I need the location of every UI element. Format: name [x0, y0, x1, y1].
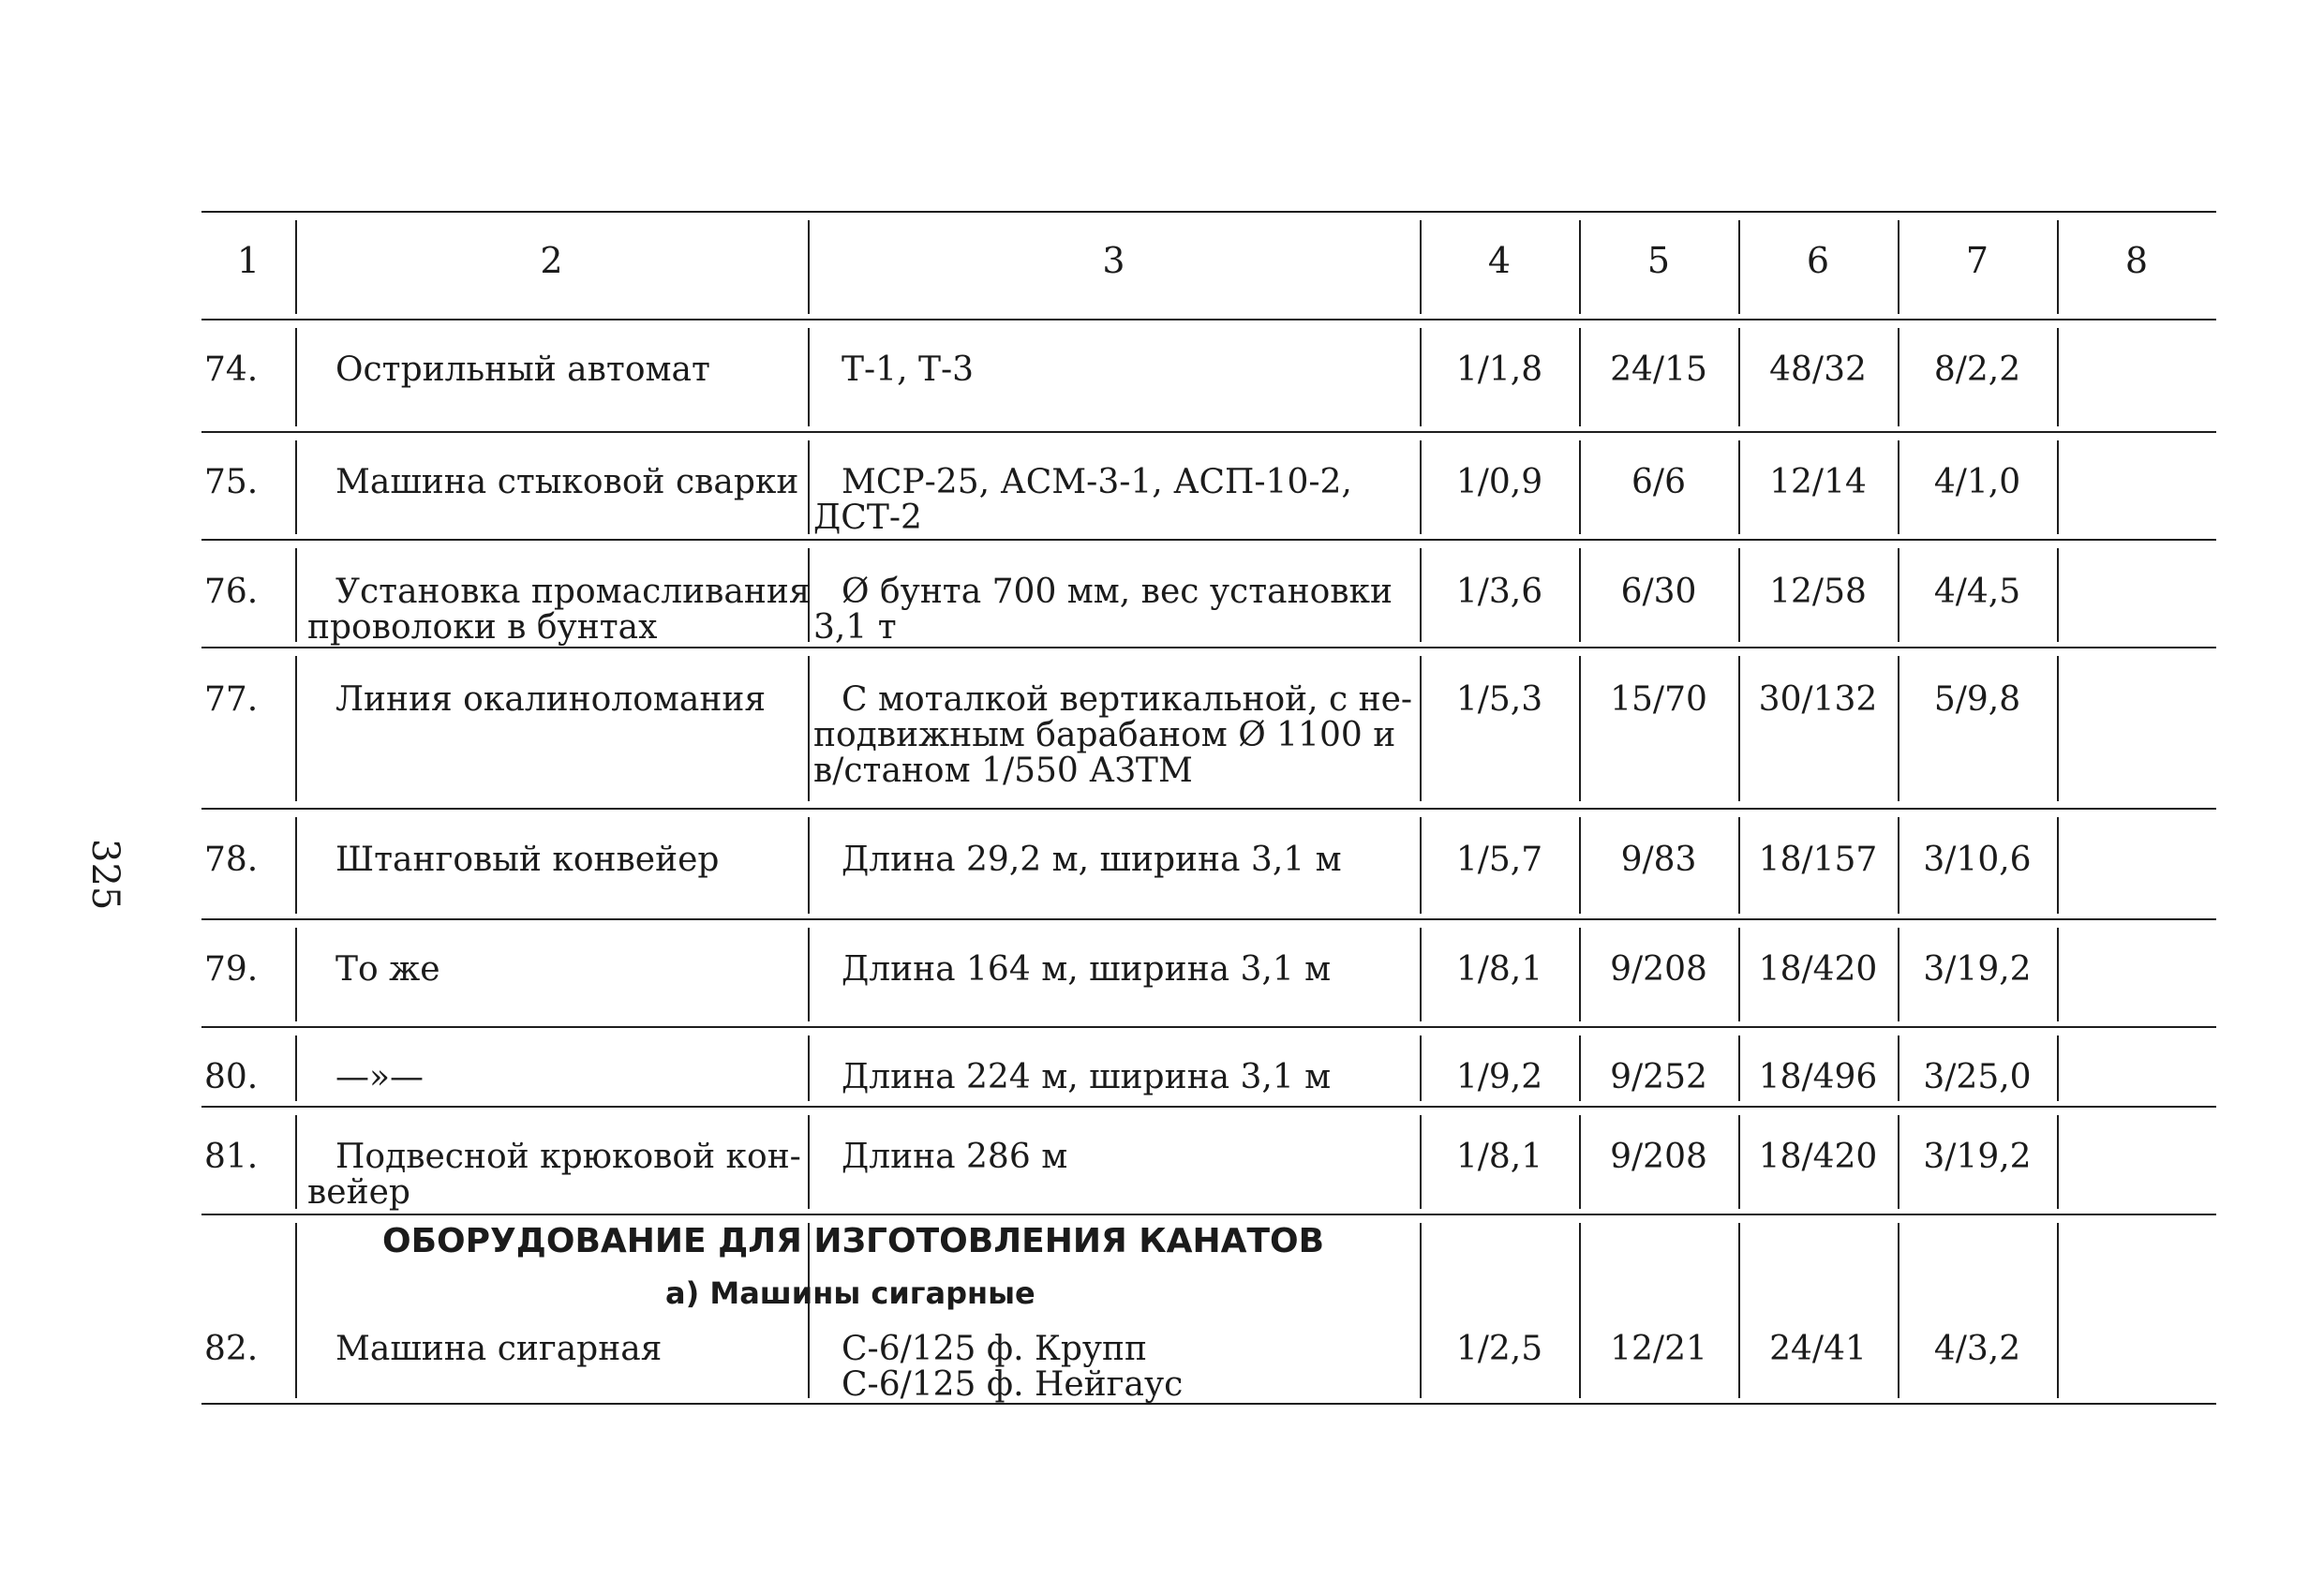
value-col-4: 1/3,6 [1455, 573, 1543, 611]
row-divider [201, 431, 2216, 433]
column-divider [808, 440, 810, 534]
value-col-7: 5/9,8 [1933, 680, 2021, 719]
value-col-6: 18/420 [1758, 1138, 1878, 1176]
equipment-spec: С моталкой вертикальной, с не- [842, 680, 1413, 719]
value-col-4: 1/0,9 [1455, 463, 1543, 501]
column-divider [1420, 1115, 1422, 1209]
column-divider [295, 1223, 297, 1398]
column-divider [295, 548, 297, 642]
column-header-3: 3 [1102, 240, 1125, 281]
column-divider [1898, 548, 1899, 642]
column-divider [1420, 928, 1422, 1021]
equipment-name: вейер [307, 1173, 410, 1212]
column-divider [1898, 440, 1899, 534]
column-divider [1898, 1115, 1899, 1209]
column-divider [1898, 928, 1899, 1021]
row-number: 80. [204, 1058, 259, 1096]
row-number: 74. [204, 350, 259, 389]
equipment-spec: С-6/125 ф. Нейгаус [842, 1365, 1184, 1404]
value-col-5: 6/6 [1631, 463, 1686, 501]
column-divider [295, 928, 297, 1021]
column-divider [1420, 656, 1422, 801]
value-col-7: 4/3,2 [1933, 1330, 2021, 1368]
row-divider [201, 539, 2216, 541]
value-col-4: 1/5,3 [1455, 680, 1543, 719]
column-header-4: 4 [1487, 240, 1512, 281]
section-title: ОБОРУДОВАНИЕ ДЛЯ ИЗГОТОВЛЕНИЯ КАНАТОВ [382, 1222, 1325, 1260]
column-divider [1579, 328, 1581, 426]
page-number: 325 [83, 839, 127, 911]
value-col-6: 30/132 [1758, 680, 1878, 719]
equipment-name: проволоки в бунтах [307, 608, 658, 647]
equipment-spec: 3,1 т [813, 608, 897, 647]
column-divider [1579, 220, 1581, 314]
equipment-spec: ДСТ-2 [813, 499, 922, 537]
row-divider [201, 1106, 2216, 1108]
value-col-4: 1/1,8 [1455, 350, 1543, 389]
equipment-spec: Длина 29,2 м, ширина 3,1 м [842, 841, 1342, 879]
equipment-spec: подвижным барабаном Ø 1100 и [813, 716, 1396, 754]
value-col-6: 18/157 [1758, 841, 1878, 879]
column-divider [1420, 817, 1422, 914]
equipment-spec: Длина 164 м, ширина 3,1 м [842, 950, 1332, 989]
equipment-spec: Т-1, Т-3 [842, 350, 975, 389]
column-divider [2057, 1035, 2059, 1101]
value-col-7: 3/10,6 [1923, 841, 2032, 879]
column-divider [1420, 548, 1422, 642]
value-col-4: 1/8,1 [1455, 1138, 1543, 1176]
row-number: 75. [204, 463, 259, 501]
value-col-5: 9/208 [1610, 950, 1707, 989]
equipment-spec: Длина 224 м, ширина 3,1 м [842, 1058, 1332, 1096]
value-col-7: 4/1,0 [1933, 463, 2021, 501]
value-col-6: 18/496 [1758, 1058, 1878, 1096]
column-divider [1579, 656, 1581, 801]
row-number: 79. [204, 950, 259, 989]
subsection-title: а) Машины сигарные [665, 1275, 1035, 1311]
column-divider [808, 817, 810, 914]
value-col-7: 8/2,2 [1933, 350, 2021, 389]
row-divider [201, 808, 2216, 810]
column-divider [1579, 1035, 1581, 1101]
column-divider [2057, 1223, 2059, 1398]
value-col-4: 1/8,1 [1455, 950, 1543, 989]
value-col-7: 3/19,2 [1923, 1138, 2032, 1176]
value-col-6: 48/32 [1769, 350, 1867, 389]
row-divider [201, 1026, 2216, 1028]
column-divider [1579, 548, 1581, 642]
value-col-5: 12/21 [1610, 1330, 1707, 1368]
column-divider [2057, 220, 2059, 314]
value-col-5: 9/252 [1610, 1058, 1707, 1096]
column-header-8: 8 [2124, 240, 2149, 281]
value-col-4: 1/2,5 [1455, 1330, 1543, 1368]
column-divider [2057, 817, 2059, 914]
column-divider [1420, 1223, 1422, 1398]
value-col-6: 18/420 [1758, 950, 1878, 989]
equipment-spec: Ø бунта 700 мм, вес установки [842, 573, 1393, 611]
column-divider [1738, 1115, 1740, 1209]
row-number: 76. [204, 573, 259, 611]
column-divider [808, 1035, 810, 1101]
value-col-5: 24/15 [1610, 350, 1707, 389]
column-header-7: 7 [1965, 240, 1989, 281]
column-divider [2057, 440, 2059, 534]
column-divider [1738, 928, 1740, 1021]
column-divider [1898, 220, 1899, 314]
column-divider [1738, 656, 1740, 801]
column-divider [2057, 328, 2059, 426]
equipment-spec: С-6/125 ф. Крупп [842, 1330, 1148, 1368]
column-divider [295, 328, 297, 426]
value-col-5: 9/208 [1610, 1138, 1707, 1176]
column-header-1: 1 [236, 240, 261, 281]
column-header-2: 2 [540, 240, 563, 281]
column-divider [1579, 817, 1581, 914]
value-col-7: 3/19,2 [1923, 950, 2032, 989]
row-divider [201, 1214, 2216, 1215]
row-number: 82. [204, 1330, 259, 1368]
column-divider [1579, 440, 1581, 534]
row-divider [201, 647, 2216, 648]
column-divider [295, 817, 297, 914]
column-divider [1738, 1035, 1740, 1101]
equipment-name: Машина сигарная [335, 1330, 663, 1368]
column-divider [808, 928, 810, 1021]
table-top-rule [201, 211, 2216, 213]
column-divider [2057, 656, 2059, 801]
column-divider [295, 440, 297, 534]
value-col-6: 24/41 [1769, 1330, 1867, 1368]
column-divider [1738, 440, 1740, 534]
column-divider [1898, 1223, 1899, 1398]
column-divider [1898, 656, 1899, 801]
column-header-6: 6 [1806, 240, 1830, 281]
column-divider [1738, 220, 1740, 314]
row-number: 81. [204, 1138, 259, 1176]
column-divider [295, 220, 297, 314]
column-divider [295, 656, 297, 801]
value-col-5: 6/30 [1620, 573, 1697, 611]
column-divider [1738, 328, 1740, 426]
value-col-4: 1/9,2 [1455, 1058, 1543, 1096]
equipment-name: Подвесной крюковой кон- [335, 1138, 801, 1176]
column-divider [808, 328, 810, 426]
value-col-5: 15/70 [1610, 680, 1707, 719]
column-divider [1898, 328, 1899, 426]
column-divider [1420, 440, 1422, 534]
column-divider [1898, 817, 1899, 914]
equipment-spec: в/станом 1/550 АЗТМ [813, 752, 1193, 790]
equipment-spec: МСР-25, АСМ-3-1, АСП-10-2, [842, 463, 1352, 501]
column-divider [1738, 548, 1740, 642]
equipment-name: Линия окалиноломания [335, 680, 767, 719]
column-divider [1738, 817, 1740, 914]
value-col-7: 3/25,0 [1923, 1058, 2032, 1096]
column-divider [808, 1115, 810, 1209]
row-divider [201, 918, 2216, 920]
column-header-5: 5 [1646, 240, 1671, 281]
column-divider [1420, 1035, 1422, 1101]
table-bottom-rule [201, 1403, 2216, 1405]
column-divider [808, 220, 810, 314]
column-divider [2057, 1115, 2059, 1209]
row-number: 78. [204, 841, 259, 879]
value-col-4: 1/5,7 [1455, 841, 1543, 879]
column-divider [2057, 928, 2059, 1021]
equipment-name: То же [335, 950, 440, 989]
column-divider [1579, 1115, 1581, 1209]
column-divider [2057, 548, 2059, 642]
column-divider [1898, 1035, 1899, 1101]
column-divider [295, 1115, 297, 1209]
value-col-7: 4/4,5 [1933, 573, 2021, 611]
column-divider [295, 1035, 297, 1101]
equipment-name: Машина стыковой сварки [335, 463, 799, 501]
equipment-name: Установка промасливания [335, 573, 811, 611]
value-col-5: 9/83 [1620, 841, 1697, 879]
column-divider [1738, 1223, 1740, 1398]
column-divider [1420, 328, 1422, 426]
value-col-6: 12/58 [1769, 573, 1867, 611]
column-divider [1420, 220, 1422, 314]
equipment-name: Штанговый конвейер [335, 841, 720, 879]
row-divider [201, 319, 2216, 320]
column-divider [1579, 928, 1581, 1021]
equipment-spec: Длина 286 м [842, 1138, 1068, 1176]
equipment-name: —»— [335, 1058, 425, 1096]
row-number: 77. [204, 680, 259, 719]
column-divider [1579, 1223, 1581, 1398]
column-divider [808, 656, 810, 801]
equipment-name: Острильный автомат [335, 350, 710, 389]
value-col-6: 12/14 [1769, 463, 1867, 501]
